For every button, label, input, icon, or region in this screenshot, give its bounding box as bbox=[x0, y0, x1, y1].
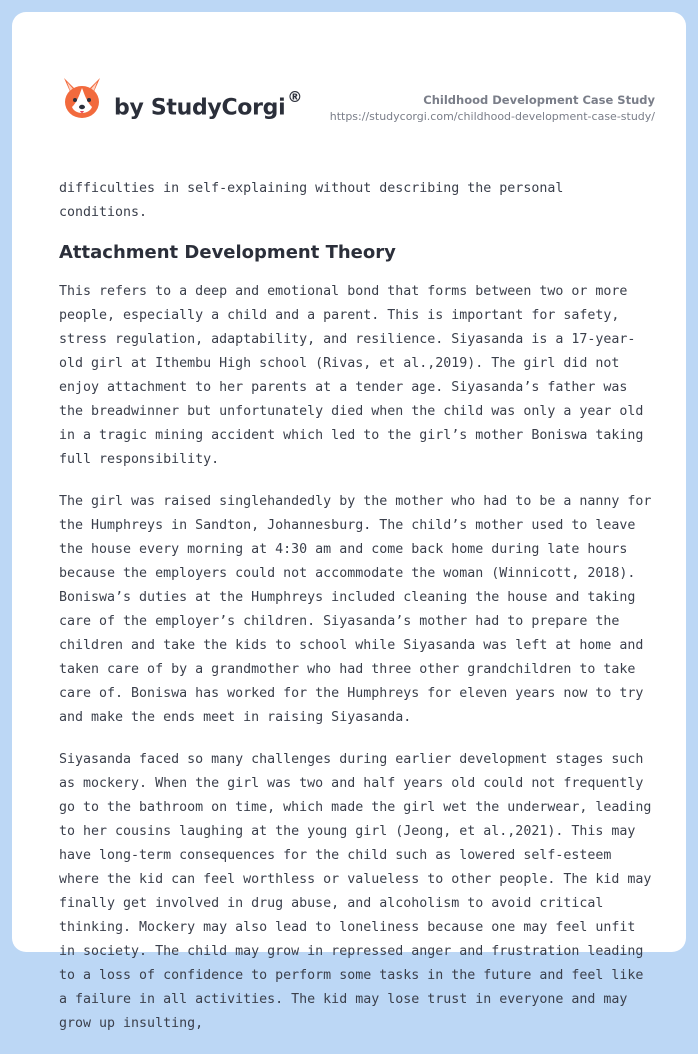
section-heading: Attachment Development Theory bbox=[59, 242, 396, 263]
body-paragraph-2: The girl was raised singlehandedly by the mother who had to be a nanny for the Humphreys in Sandton, Johannesburg. The child’s mother used to leave the house every morning at 4:30 am and come back home during late hours because the employers could not accommodate the woman (Winnicott, 2018). Boniswa’s duties at the Humphreys included cleaning the house and taking care of the employer’s children. Siyasanda’s mother had to prepare the children and take the kids to school while Siyasanda was left at home and taken care of by a grandmother who had three other grandchildren to take care of. Boniswa has worked for the Humphreys for eleven years now to try and make the ends meet in raising Siyasanda. bbox=[59, 494, 652, 725]
registered-mark: ® bbox=[287, 88, 303, 106]
lead-paragraph: difficulties in self-explaining without describing the personal conditions. bbox=[59, 181, 564, 220]
document-page bbox=[12, 12, 686, 1031]
body-paragraph-3: Siyasanda faced so many challenges during earlier development stages such as mockery. When the girl was two and half years old could not frequently go to the bathroom on time, which made the girl wet the underwear, leading to her cousins laughing at the young girl (Jeong, et al.,2021). This may have long-term consequences for the child such as lowered self-esteem where the kid can feel worthless or valueless to other people. The kid may finally get involved in drug abuse, and alcoholism to avoid critical thinking. Mockery may also lead to loneliness because one may feel unfit in society. The child may grow in repressed anger and frustration leading to a loss of confidence to perform some tasks in the future and feel like a failure in all activities. The kid may lose trust in everyone and may grow up insulting, bbox=[59, 752, 652, 1031]
document-url[interactable]: https://studycorgi.com/childhood-development-case-study/ bbox=[329, 110, 655, 123]
document-body bbox=[59, 177, 659, 1054]
document-title: Childhood Development Case Study bbox=[423, 93, 655, 107]
body-paragraph-1: This refers to a deep and emotional bond that forms between two or more people, especially a child and a parent. This is important for safety, stress regulation, adaptability, and resilience. Siyasanda is a 17-year-old girl at Ithembu High school (Rivas, et al.,2019). The girl did not enjoy attachment to her parents at a tender age. Siyasanda’s father was the breadwinner but unfortunately died when the child was only a year old in a tragic mining accident which led to the girl’s mother Boniswa taking full responsibility. bbox=[59, 284, 644, 467]
page-header bbox=[12, 12, 686, 142]
brand-text: by StudyCorgi bbox=[114, 95, 286, 121]
corgi-logo-icon bbox=[60, 76, 104, 122]
brand-name[interactable] bbox=[114, 88, 303, 121]
